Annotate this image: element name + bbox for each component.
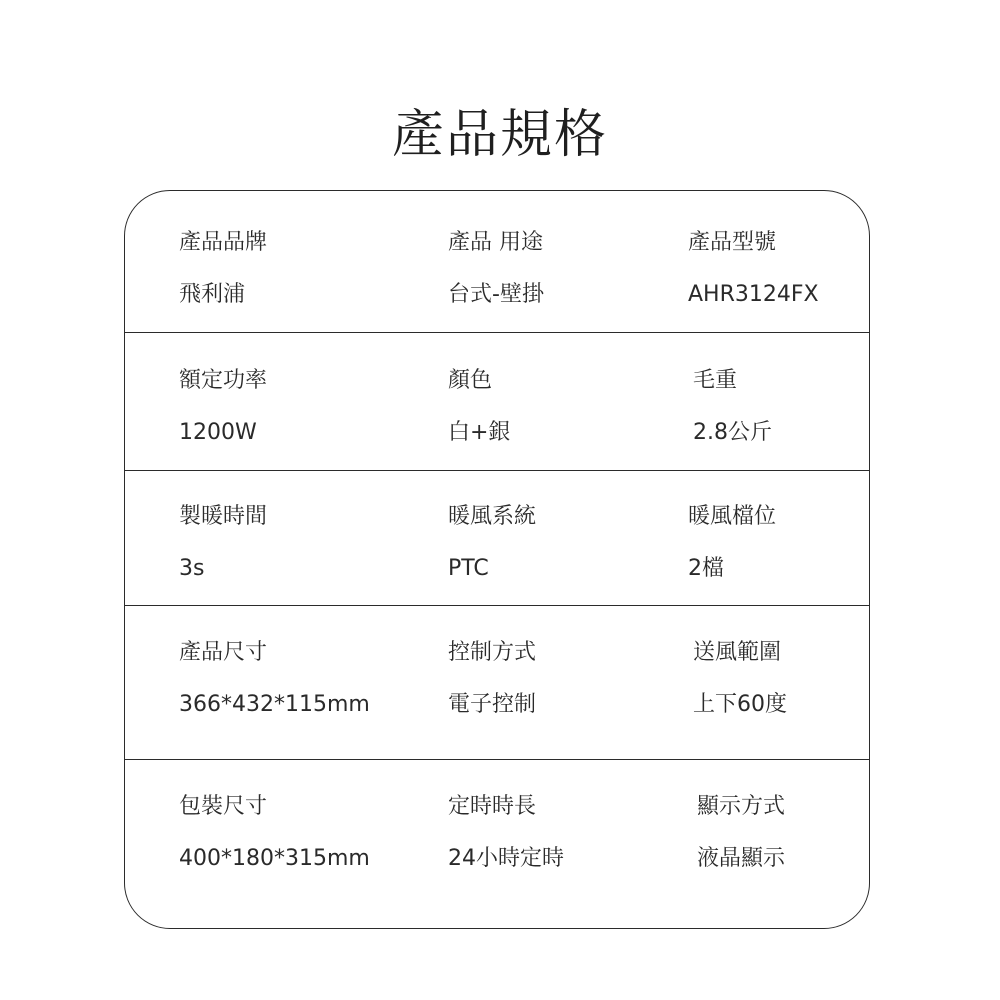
spec-label: 產品 用途 [448,230,543,255]
spec-label: 額定功率 [179,368,268,393]
spec-cell-product-size [179,639,370,719]
spec-value: 1200W [179,420,257,445]
spec-value: 飛利浦 [179,282,246,307]
spec-label: 包裝尺寸 [179,794,268,819]
spec-value: AHR3124FX [688,282,819,307]
row-divider [125,605,869,606]
spec-cell-model [688,229,819,309]
spec-cell-airflow-range [693,639,787,719]
spec-label: 暖風檔位 [688,504,777,529]
row-divider [125,470,869,471]
spec-label: 顯示方式 [697,794,786,819]
spec-cell-weight [693,367,772,447]
spec-cell-color [448,367,510,447]
spec-value: PTC [448,556,489,581]
spec-label: 送風範圍 [693,640,782,665]
spec-value: 上下60度 [693,692,787,717]
spec-label: 控制方式 [448,640,537,665]
spec-value: 400*180*315mm [179,846,370,871]
spec-label: 產品尺寸 [179,640,268,665]
spec-value: 電子控制 [448,692,537,717]
spec-cell-power [179,367,267,447]
spec-cell-package-size [179,793,370,873]
spec-value: 2.8公斤 [693,420,772,445]
spec-cell-heat-levels [688,503,776,583]
spec-value: 2檔 [688,556,724,581]
row-divider [125,759,869,760]
spec-value: 24小時定時 [448,846,564,871]
spec-label: 製暖時間 [179,504,268,529]
spec-label: 定時時長 [448,794,537,819]
spec-label: 產品型號 [688,230,777,255]
page-title: 產品規格 [391,104,608,165]
spec-label: 毛重 [693,368,738,393]
spec-table [124,190,870,929]
spec-value: 台式-壁掛 [448,282,544,307]
spec-cell-timer [448,793,564,873]
spec-value: 液晶顯示 [697,846,786,871]
spec-label: 顏色 [448,368,493,393]
spec-cell-heat-time [179,503,267,583]
spec-label: 暖風系統 [448,504,537,529]
spec-cell-control [448,639,536,719]
spec-cell-brand [179,229,267,309]
spec-cell-heat-system [448,503,536,583]
spec-value: 366*432*115mm [179,692,370,717]
spec-value: 白+銀 [448,420,511,445]
spec-label: 產品品牌 [179,230,268,255]
row-divider [125,332,869,333]
spec-value: 3s [179,556,205,581]
spec-cell-display [697,793,785,873]
spec-cell-usage [448,229,544,309]
